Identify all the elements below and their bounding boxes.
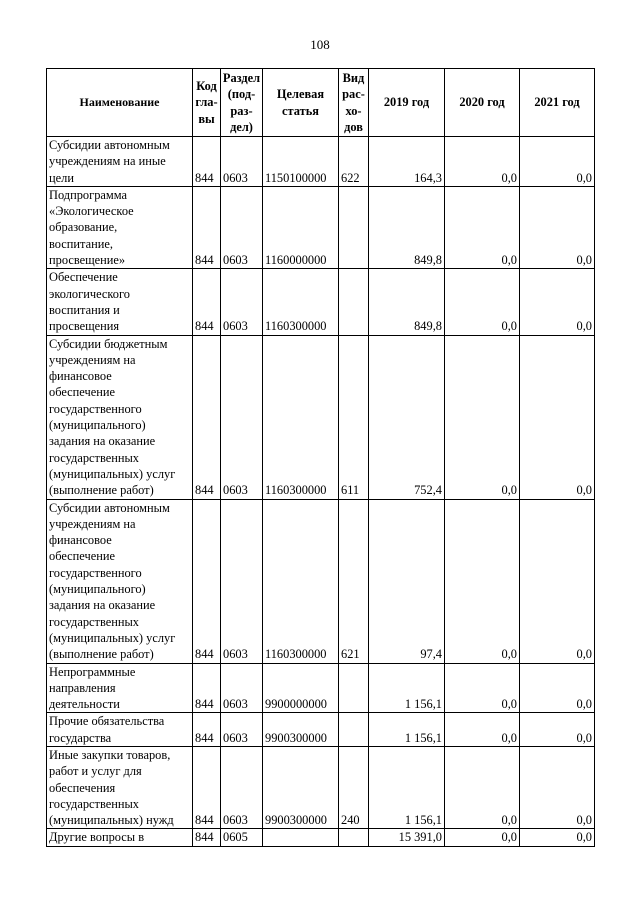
row-2021: 0,0 bbox=[520, 829, 595, 846]
row-2021: 0,0 bbox=[520, 137, 595, 187]
row-code: 844 bbox=[193, 269, 221, 335]
row-2019: 1 156,1 bbox=[369, 746, 445, 828]
row-article: 1160300000 bbox=[263, 335, 339, 499]
row-2020: 0,0 bbox=[445, 663, 520, 713]
row-name: Подпрограмма «Экологическое образование, воспитание, просвещение» bbox=[47, 186, 193, 268]
row-section: 0603 bbox=[221, 269, 263, 335]
table-row bbox=[47, 663, 595, 713]
row-2020: 0,0 bbox=[445, 829, 520, 846]
header-article: Целевая статья bbox=[263, 69, 339, 137]
row-2020: 0,0 bbox=[445, 499, 520, 663]
row-2021: 0,0 bbox=[520, 186, 595, 268]
row-name: Иные закупки товаров, работ и услуг для обеспечения государственных (муниципальных) нужд bbox=[47, 746, 193, 828]
row-article: 1160300000 bbox=[263, 499, 339, 663]
row-article: 1160300000 bbox=[263, 269, 339, 335]
row-code: 844 bbox=[193, 137, 221, 187]
row-2021: 0,0 bbox=[520, 335, 595, 499]
row-name: Другие вопросы в bbox=[47, 829, 193, 846]
row-kind bbox=[339, 663, 369, 713]
row-name: Прочие обязательства государства bbox=[47, 713, 193, 747]
header-2020: 2020 год bbox=[445, 69, 520, 137]
page-number: 108 bbox=[310, 37, 330, 52]
row-2021: 0,0 bbox=[520, 746, 595, 828]
table-row bbox=[47, 499, 595, 663]
row-section: 0603 bbox=[221, 335, 263, 499]
row-2019: 849,8 bbox=[369, 186, 445, 268]
row-code: 844 bbox=[193, 335, 221, 499]
row-code: 844 bbox=[193, 663, 221, 713]
row-name: Обеспечение экологического воспитания и просвещения bbox=[47, 269, 193, 335]
row-kind: 611 bbox=[339, 335, 369, 499]
row-kind bbox=[339, 829, 369, 846]
row-article bbox=[263, 829, 339, 846]
row-code: 844 bbox=[193, 746, 221, 828]
row-2021: 0,0 bbox=[520, 499, 595, 663]
row-section: 0603 bbox=[221, 713, 263, 747]
table-row bbox=[47, 269, 595, 335]
row-kind bbox=[339, 269, 369, 335]
header-name: Наименование bbox=[47, 69, 193, 137]
row-article: 9900000000 bbox=[263, 663, 339, 713]
row-2019: 164,3 bbox=[369, 137, 445, 187]
row-kind bbox=[339, 713, 369, 747]
row-section: 0603 bbox=[221, 746, 263, 828]
row-section: 0605 bbox=[221, 829, 263, 846]
row-name: Субсидии автономным учреждениям на финансовое обеспечение государственного (муниципального) задания на оказание государственных (муниципальных) услуг (выполнение работ) bbox=[47, 499, 193, 663]
row-code: 844 bbox=[193, 499, 221, 663]
header-kind: Вид рас- хо- дов bbox=[339, 69, 369, 137]
row-section: 0603 bbox=[221, 499, 263, 663]
row-2020: 0,0 bbox=[445, 186, 520, 268]
row-kind bbox=[339, 186, 369, 268]
row-2020: 0,0 bbox=[445, 335, 520, 499]
row-name: Субсидии автономным учреждениям на иные цели bbox=[47, 137, 193, 187]
row-2021: 0,0 bbox=[520, 663, 595, 713]
row-code: 844 bbox=[193, 186, 221, 268]
row-code: 844 bbox=[193, 829, 221, 846]
row-kind: 622 bbox=[339, 137, 369, 187]
row-kind: 621 bbox=[339, 499, 369, 663]
row-2021: 0,0 bbox=[520, 713, 595, 747]
row-article: 9900300000 bbox=[263, 713, 339, 747]
table-row bbox=[47, 137, 595, 187]
row-2019: 15 391,0 bbox=[369, 829, 445, 846]
table-row bbox=[47, 335, 595, 499]
row-2020: 0,0 bbox=[445, 269, 520, 335]
budget-table bbox=[46, 68, 595, 847]
table-row bbox=[47, 186, 595, 268]
header-2019: 2019 год bbox=[369, 69, 445, 137]
row-section: 0603 bbox=[221, 663, 263, 713]
row-2019: 849,8 bbox=[369, 269, 445, 335]
row-name: Непрограммные направления деятельности bbox=[47, 663, 193, 713]
table-header-row bbox=[47, 69, 595, 137]
table-row bbox=[47, 746, 595, 828]
header-code: Код гла- вы bbox=[193, 69, 221, 137]
row-2020: 0,0 bbox=[445, 137, 520, 187]
row-section: 0603 bbox=[221, 137, 263, 187]
header-2021: 2021 год bbox=[520, 69, 595, 137]
row-2019: 1 156,1 bbox=[369, 713, 445, 747]
row-code: 844 bbox=[193, 713, 221, 747]
row-2019: 752,4 bbox=[369, 335, 445, 499]
row-2019: 97,4 bbox=[369, 499, 445, 663]
row-2020: 0,0 bbox=[445, 746, 520, 828]
row-2020: 0,0 bbox=[445, 713, 520, 747]
row-article: 1150100000 bbox=[263, 137, 339, 187]
row-2019: 1 156,1 bbox=[369, 663, 445, 713]
table-row bbox=[47, 829, 595, 846]
row-kind: 240 bbox=[339, 746, 369, 828]
row-article: 1160000000 bbox=[263, 186, 339, 268]
header-section: Раздел (под- раз- дел) bbox=[221, 69, 263, 137]
row-2021: 0,0 bbox=[520, 269, 595, 335]
row-article: 9900300000 bbox=[263, 746, 339, 828]
row-name: Субсидии бюджетным учреждениям на финансовое обеспечение государственного (муниципального) задания на оказание государственных (муниципальных) услуг (выполнение работ) bbox=[47, 335, 193, 499]
table-row bbox=[47, 713, 595, 747]
row-section: 0603 bbox=[221, 186, 263, 268]
